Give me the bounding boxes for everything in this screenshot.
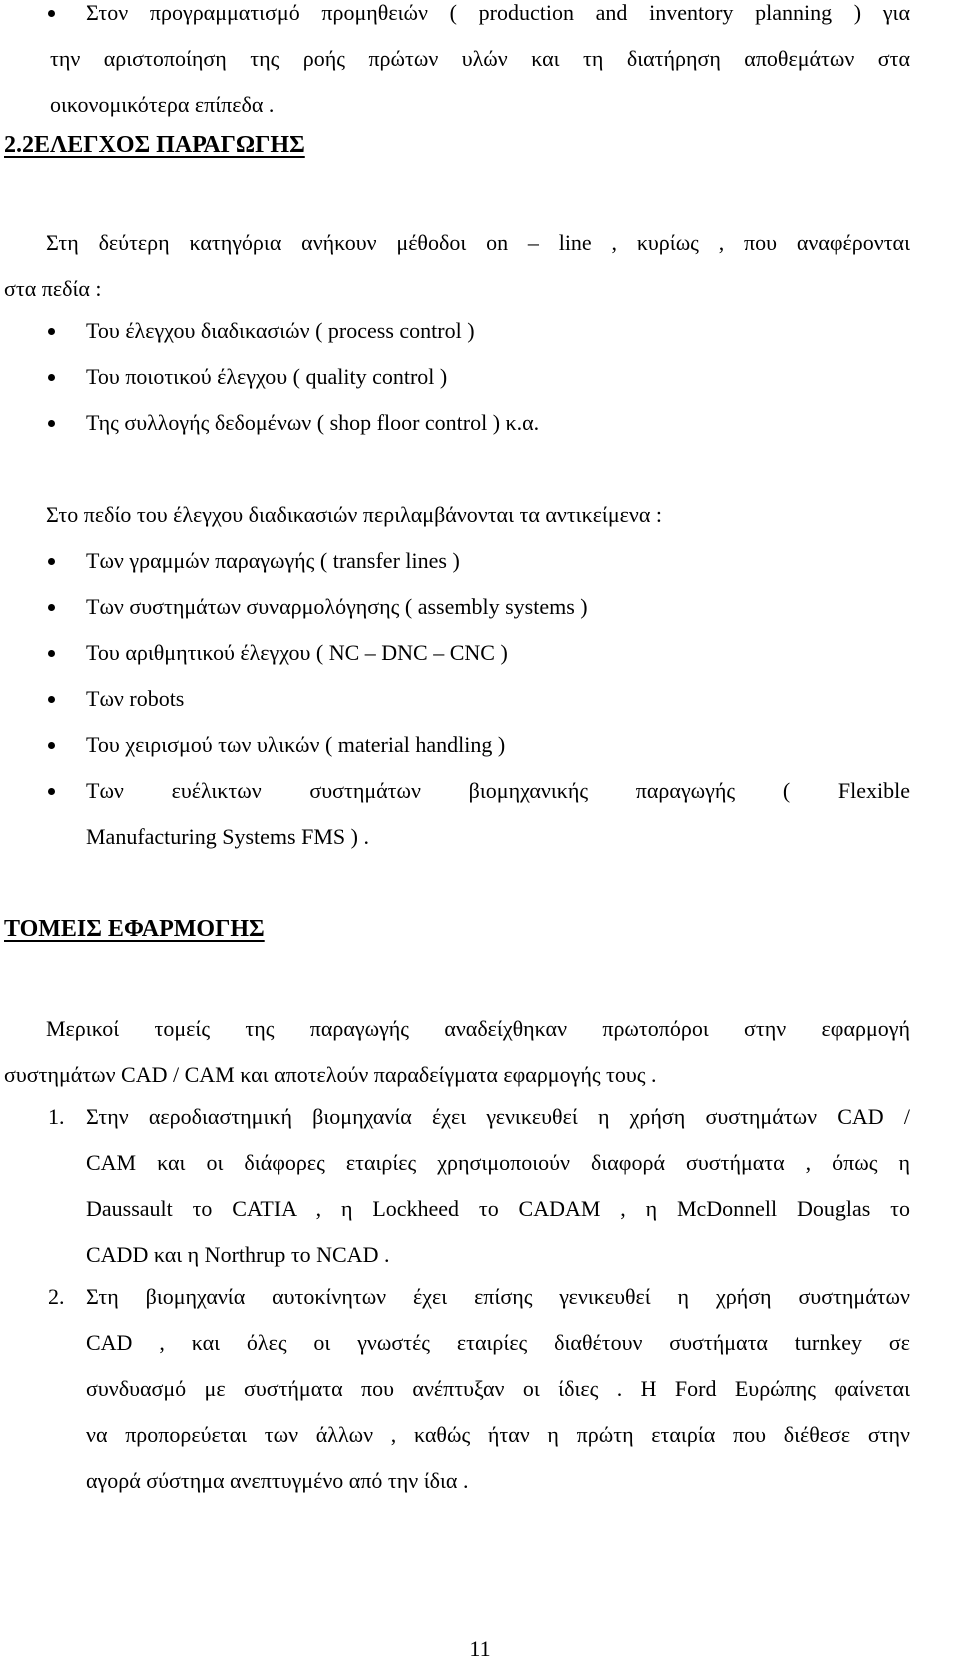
list-item xyxy=(0,0,910,36)
bullet-icon xyxy=(48,604,55,611)
process-intro: Στο πεδίο του έλεγχου διαδικασιών περιλαμβάνονται τα αντικείμενα : xyxy=(46,502,662,527)
list-item-text: Των γραμμών παραγωγής ( transfer lines ) xyxy=(86,548,460,573)
list-item xyxy=(0,630,910,676)
list-item-text: CADD και η Northrup το NCAD . xyxy=(86,1242,390,1267)
list-item-text: αγορά σύστημα ανεπτυγμένο από την ίδια . xyxy=(86,1468,469,1493)
section-heading: 2.2ΕΛΕΓΧΟΣ ΠΑΡΑΓΩΓΗΣ xyxy=(4,132,305,158)
bullet-text-line: Στον προγραμματισμό προμηθειών ( production and inventory planning ) για xyxy=(86,0,910,25)
list-item xyxy=(0,400,910,446)
list-item xyxy=(0,584,910,630)
bullet-text-line: την αριστοποίηση της ροής πρώτων υλών και τη διατήρηση αποθεμάτων στα xyxy=(50,46,910,71)
numbered-item-2 xyxy=(0,1274,910,1504)
list-item xyxy=(0,1274,910,1504)
bullet-icon xyxy=(48,788,55,795)
list-item-number: 1. xyxy=(48,1104,65,1129)
bullet-icon xyxy=(48,374,55,381)
list-item-text: Στη βιομηχανία αυτοκίνητων έχει επίσης γενικευθεί η χρήση συστημάτων xyxy=(86,1284,910,1309)
list-item-text: Daussault το CATIA , η Lockheed το CADAM , η McDonnell Douglas το xyxy=(86,1196,910,1221)
list-item-text: Των ευέλικτων συστημάτων βιομηχανικής παραγωγής ( Flexible xyxy=(86,778,910,803)
list-item-text: Της συλλογής δεδομένων ( shop floor control ) κ.α. xyxy=(86,410,540,435)
paragraph-line: Μερικοί τομείς της παραγωγής αναδείχθηκαν πρωτοπόροι στην εφαρμογή xyxy=(46,1016,910,1041)
list-item-text: Του αριθμητικού έλεγχου ( NC – DNC – CNC ) xyxy=(86,640,508,665)
list-item-text: Στην αεροδιαστημική βιομηχανία έχει γενικευθεί η χρήση συστημάτων CAD / xyxy=(86,1104,910,1129)
paragraph-line: συστημάτων CAD / CAM και αποτελούν παραδείγματα εφαρμογής τους . xyxy=(4,1062,657,1087)
list-item xyxy=(0,768,910,814)
list-item-text: Του χειρισμού των υλικών ( material handling ) xyxy=(86,732,506,757)
bullet-icon xyxy=(48,420,55,427)
list-item xyxy=(0,1094,910,1278)
page-number: 11 xyxy=(469,1636,491,1661)
numbered-item-1 xyxy=(0,1094,910,1278)
fields-list xyxy=(0,308,910,446)
list-item-text: Manufacturing Systems FMS ) . xyxy=(86,824,369,849)
bullet-icon xyxy=(48,650,55,657)
list-item-text: Του ποιοτικού έλεγχου ( quality control ) xyxy=(86,364,448,389)
list-item-text: Των robots xyxy=(86,686,185,711)
bullet-icon xyxy=(48,328,55,335)
list-item-number: 2. xyxy=(48,1284,65,1309)
list-item-text: CAD , και όλες οι γνωστές εταιρίες διαθέτουν συστήματα turnkey σε xyxy=(86,1330,910,1355)
bullet-icon xyxy=(48,742,55,749)
bullet-icon xyxy=(48,696,55,703)
bullet-icon xyxy=(48,10,55,17)
paragraph-line: στα πεδία : xyxy=(4,276,102,301)
bullet-icon xyxy=(48,558,55,565)
list-item xyxy=(0,308,910,354)
list-item xyxy=(0,538,910,584)
section-intro xyxy=(4,220,910,312)
sectors-heading: ΤΟΜΕΙΣ ΕΦΑΡΜΟΓΗΣ xyxy=(4,916,265,942)
list-item-text: Των συστημάτων συναρμολόγησης ( assembly systems ) xyxy=(86,594,588,619)
list-item-text: συνδυασμό με συστήματα που ανέπτυξαν οι ίδιες . Η Ford Ευρώπης φαίνεται xyxy=(86,1376,910,1401)
list-item-text: Του έλεγχου διαδικασιών ( process control ) xyxy=(86,318,475,343)
list-item-text: CAM και οι διάφορες εταιρίες χρησιμοποιούν διαφορά συστήματα , όπως η xyxy=(86,1150,910,1175)
list-item xyxy=(0,722,910,768)
sectors-intro xyxy=(4,1006,910,1098)
list-item-text: να προπορεύεται των άλλων , καθώς ήταν η πρώτη εταιρία που διέθεσε στην xyxy=(86,1422,910,1447)
list-item xyxy=(0,676,910,722)
list-item xyxy=(0,354,910,400)
bullet-text-line: οικονομικότερα επίπεδα . xyxy=(50,92,275,117)
process-items-list xyxy=(0,538,910,860)
top-bullet xyxy=(0,0,910,128)
paragraph-line: Στη δεύτερη κατηγόρια ανήκουν μέθοδοι on – line , κυρίως , που αναφέρονται xyxy=(46,230,910,255)
